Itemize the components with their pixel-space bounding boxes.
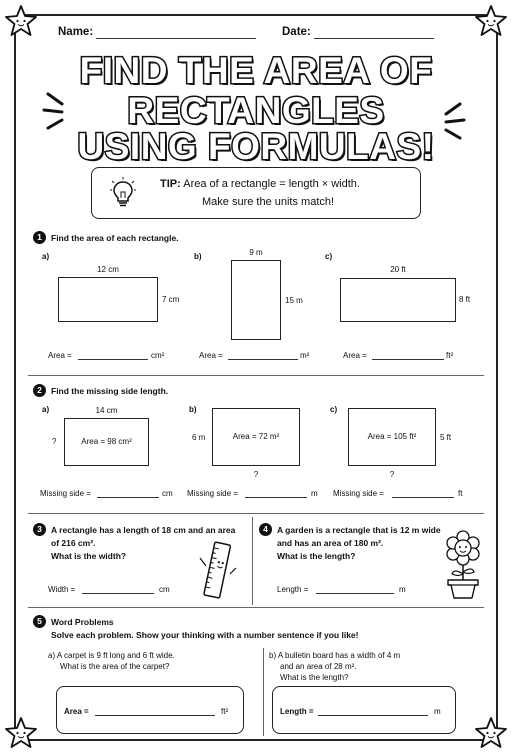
section-number: 1 [33,231,46,244]
title-line-2: RECTANGLES [127,90,385,131]
problem-b-line-1: b) A bulletin board has a width of 4 m [269,651,401,660]
length-label: 12 cm [97,265,119,274]
date-label: Date: [282,26,311,38]
section1-title: Find the area of each rectangle. [51,233,179,243]
section3-question: What is the width? [51,551,127,561]
width-label: 8 ft [459,295,471,304]
sparkle-icon [40,88,80,138]
answer-label: Area = [64,707,89,716]
known-side-label: 14 cm [95,406,118,415]
tip-text-1: Area of a rectangle = length × width. [183,178,360,190]
answer-label: Missing side = [333,489,384,498]
flower-pot-icon [440,530,486,600]
answer-label: Missing side = [187,489,238,498]
problem-b-line-2: and an area of 28 m². [280,662,357,671]
missing-side-label: ? [52,437,57,446]
rectangle-shape [231,260,281,340]
section3-line-2: of 216 cm². [51,538,96,548]
section-divider [28,513,484,514]
star-icon [474,4,508,38]
known-side-label: 6 m [192,433,206,442]
answer-label: Length = [277,585,309,594]
unit-label: m² [300,351,310,360]
area-label: Area = 98 cm² [81,437,132,446]
missing-side-label: ? [389,470,395,479]
unit-label: cm² [151,351,165,360]
answer-label: Length = [280,707,314,716]
tip-label: TIP: [160,178,181,190]
star-icon [4,716,38,750]
tip-text-2: Make sure the units match! [202,196,335,208]
unit-label: cm [162,489,173,498]
title-line-3: USING FORMULAS! [77,126,435,167]
answer-label: Area = [343,351,367,360]
section5-instruction: Solve each problem. Show your thinking with a number sentence if you like! [51,630,359,640]
unit-label: cm [159,585,170,594]
section-divider [28,607,484,608]
answer-blank[interactable] [228,359,298,360]
known-side-label: 5 ft [440,433,452,442]
item-letter: c) [325,252,333,261]
sparkle-icon [428,98,468,148]
answer-label: Area = [48,351,72,360]
section-number: 3 [33,523,46,536]
tip-box [91,167,421,219]
problem-a-line-1: a) A carpet is 9 ft long and 6 ft wide. [48,651,175,660]
answer-blank[interactable] [97,497,159,498]
name-label: Name: [58,26,94,38]
area-label: Area = 72 m² [232,432,280,441]
unit-label: ft² [446,351,454,360]
name-field[interactable] [96,38,256,39]
unit-label: m [434,707,441,716]
lightbulb-icon [110,177,136,211]
section4-question: What is the length? [277,551,356,561]
section3-line-1: A rectangle has a length of 18 cm and an area [51,525,236,535]
section5-title: Word Problems [51,617,114,627]
section-divider [28,375,484,376]
title-line-1: FIND THE AREA OF [79,50,433,91]
unit-label: ft² [221,707,229,716]
answer-blank[interactable] [318,715,428,716]
item-letter: a) [42,405,50,414]
unit-label: m [311,489,318,498]
answer-label: Width = [48,585,76,594]
section-number: 4 [259,523,272,536]
answer-blank[interactable] [392,497,454,498]
section-number: 5 [33,615,46,628]
answer-blank[interactable] [82,593,154,594]
item-letter: c) [330,405,338,414]
unit-label: ft [458,489,463,498]
column-divider [263,648,264,736]
date-field[interactable] [314,38,434,39]
item-letter: b) [189,405,197,414]
section4-line-2: and has an area of 180 m². [277,538,384,548]
answer-blank[interactable] [316,593,394,594]
rectangle-shape [340,278,456,322]
item-letter: a) [42,252,50,261]
item-letter: b) [194,252,202,261]
rectangle-shape [58,277,158,322]
width-label: 7 cm [162,295,180,304]
width-label: 15 m [285,296,303,305]
missing-side-label: ? [253,470,259,479]
star-icon [4,4,38,38]
area-label: Area = 105 ft² [367,432,417,441]
answer-blank[interactable] [245,497,307,498]
unit-label: m [399,585,406,594]
star-icon [474,716,508,750]
column-divider [252,517,253,605]
answer-blank[interactable] [95,715,215,716]
problem-a-line-2: What is the area of the carpet? [60,662,170,671]
answer-blank[interactable] [372,359,444,360]
length-label: 9 m [249,248,263,257]
answer-label: Missing side = [40,489,91,498]
ruler-icon [196,540,238,602]
section2-title: Find the missing side length. [51,386,169,396]
section-number: 2 [33,384,46,397]
problem-b-line-3: What is the length? [280,673,349,682]
answer-label: Area = [199,351,223,360]
answer-blank[interactable] [78,359,148,360]
length-label: 20 ft [390,265,406,274]
section4-line-1: A garden is a rectangle that is 12 m wide [277,525,441,535]
